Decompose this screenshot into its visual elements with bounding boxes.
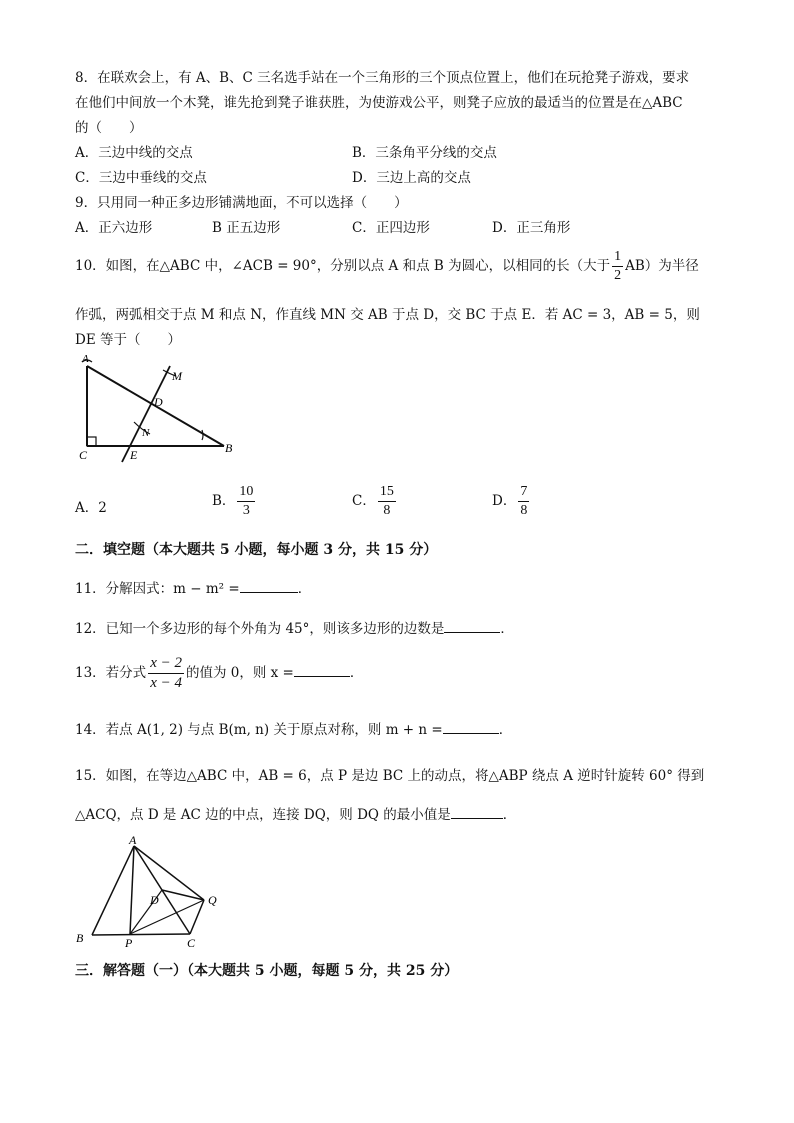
label-p: P [125, 936, 133, 950]
q8-line1: 8．在联欢会上，有 A、B、C 三名选手站在一个三角形的三个顶点位置上，他们在玩抢凳子游戏，要求 [75, 70, 690, 86]
q8-option-c: C．三边中垂线的交点 [75, 170, 207, 186]
segment-ap [130, 846, 134, 934]
q8-option-d: D．三边上高的交点 [352, 170, 471, 186]
arc-b [202, 430, 203, 440]
q10-option-b: B． $\frac{10}{3}$ [212, 484, 254, 518]
q9-option-a: A．正六边形 [75, 220, 153, 236]
label-m: M [172, 369, 182, 383]
side-ab [92, 846, 134, 935]
q9-option-d: D．正三角形 [492, 220, 571, 236]
q14-answer-blank[interactable] [443, 719, 499, 734]
side-bc [92, 934, 190, 935]
label-a: A [129, 833, 137, 847]
q10-option-a: A．2 [75, 500, 107, 516]
q15-figure [72, 832, 237, 952]
label-n: N [142, 427, 150, 439]
label-a: A [82, 353, 89, 365]
label-d: D [154, 395, 163, 409]
q8-line3: 的（ ） [75, 120, 143, 136]
q10-option-d-fraction: $\frac{7}{8}$ [520, 484, 528, 518]
label-d: D [150, 893, 159, 907]
q8-option-b: B．三条角平分线的交点 [352, 145, 497, 161]
q10-option-c: C． $\frac{15}{8}$ [352, 484, 394, 518]
q15-answer-blank[interactable] [451, 804, 503, 819]
q11-answer-blank[interactable] [240, 578, 298, 593]
q10-option-c-fraction: $\frac{15}{8}$ [379, 484, 394, 518]
q13: 13．若分式 $\frac{x - 2}{x - 4}$ 的值为 0，则 x = ． [75, 655, 364, 691]
label-c: C [79, 448, 88, 462]
label-e: E [130, 448, 138, 462]
q8-line2: 在他们中间放一个木凳，谁先抢到凳子谁获胜，为使游戏公平，则凳子应放的最适当的位置是在△ABC [75, 95, 683, 111]
q12-answer-blank[interactable] [444, 618, 500, 633]
right-angle-mark [87, 437, 96, 446]
q10-line1-post: AB）为半径 [625, 258, 699, 274]
q15-line2: △ACQ，点 D 是 AC 边的中点，连接 DQ，则 DQ 的最小值是 ． [75, 803, 516, 823]
section-2-heading: 二．填空题（本大题共 5 小题，每小题 3 分，共 15 分） [75, 542, 438, 558]
label-q: Q [208, 893, 217, 907]
q9-text: 9．只用同一种正多边形铺满地面，不可以选择（ ） [75, 195, 408, 211]
q9-option-b: B 正五边形 [212, 220, 281, 236]
q10-line2: 作弧，两弧相交于点 M 和点 N，作直线 MN 交 AB 于点 D，交 BC 于点 E．若 AC = 3，AB = 5，则 [75, 307, 700, 323]
q12: 12．已知一个多边形的每个外角为 45°，则该多边形的边数是 ． [75, 617, 514, 637]
q14: 14．若点 A(1, 2) 与点 B(m, n) 关于原点对称，则 m + n = ． [75, 718, 512, 738]
q10-half-fraction: $\frac{1}{2}$ [614, 249, 622, 283]
q13-answer-blank[interactable] [294, 662, 350, 677]
q13-fraction: $\frac{x - 2}{x - 4}$ [150, 655, 182, 691]
q11: 11．分解因式：m − m² = ． [75, 577, 311, 597]
q8-option-a: A．三边中线的交点 [75, 145, 193, 161]
q10-option-b-fraction: $\frac{10}{3}$ [239, 484, 254, 518]
label-b: B [76, 931, 84, 945]
section-3-heading: 三．解答题（一）（本大题共 5 小题，每题 5 分，共 25 分） [75, 963, 459, 979]
label-b: B [225, 441, 233, 455]
q10-figure [72, 352, 252, 467]
label-c: C [187, 936, 196, 950]
q9-option-c: C．正四边形 [352, 220, 430, 236]
q10-option-d: D． $\frac{7}{8}$ [492, 484, 528, 518]
q10-line3: DE 等于（ ） [75, 332, 181, 348]
q10-line1-pre: 10．如图，在△ABC 中，∠ACB = 90°，分别以点 A 和点 B 为圆心，以相同的长（大于 [75, 258, 611, 274]
q15-line1: 15．如图，在等边△ABC 中，AB = 6，点 P 是边 BC 上的动点，将△ABP 绕点 A 逆时针旋转 60° 得到 [75, 768, 705, 784]
q10-line1 [75, 250, 699, 283]
